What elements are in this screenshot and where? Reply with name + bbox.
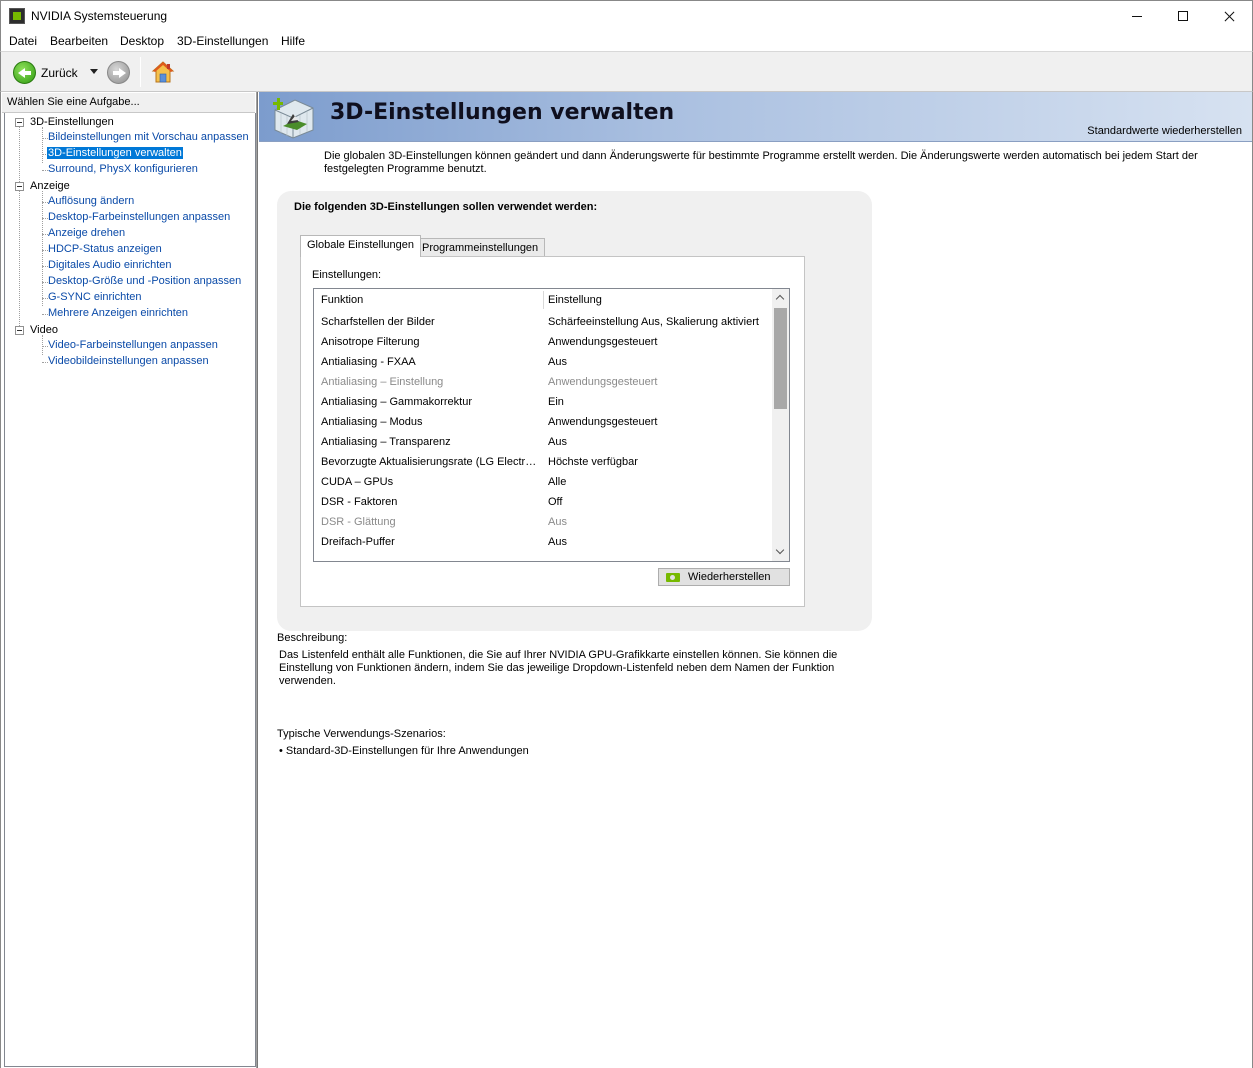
list-scrollbar[interactable] [772, 289, 789, 561]
row-function: Dreifach-Puffer [321, 536, 395, 548]
menu-bar [0, 31, 1253, 51]
collapse-3d-einstellungen-icon[interactable] [15, 118, 24, 127]
row-setting[interactable]: Anwendungsgesteuert [548, 336, 658, 348]
category-video[interactable]: Video [30, 324, 58, 336]
sidebar-item-desktop-farbe[interactable]: Desktop-Farbeinstellungen anpassen [48, 211, 231, 223]
settings-row[interactable] [314, 353, 773, 373]
collapse-video-icon[interactable] [15, 326, 24, 335]
settings-row[interactable] [314, 413, 773, 433]
row-setting[interactable]: Anwendungsgesteuert [548, 376, 658, 388]
menu-desktop[interactable]: Desktop [120, 34, 165, 48]
row-function: Antialiasing – Einstellung [321, 376, 444, 388]
toolbar-separator [140, 57, 141, 87]
settings-row[interactable] [314, 493, 773, 513]
row-function: Antialiasing - FXAA [321, 356, 416, 368]
back-history-dropdown-icon[interactable] [90, 69, 98, 74]
close-button[interactable] [1206, 1, 1252, 31]
column-header-funktion[interactable]: Funktion [321, 294, 364, 306]
menu-datei[interactable]: Datei [9, 34, 38, 48]
settings-row[interactable] [314, 533, 773, 553]
description-text: Das Listenfeld enthält alle Funktionen, die Sie auf Ihrer NVIDIA GPU-Grafikkarte einstellen können. Sie können die Einstellung von Funktionen ändern, indem Sie das jeweilige Dropdown-Listenfeld neben dem Namen der Funktion verwenden. [279, 649, 838, 687]
card-title: Die folgenden 3D-Einstellungen sollen verwendet werden: [294, 201, 598, 213]
page-title: 3D-Einstellungen verwalten [330, 100, 675, 125]
settings-row[interactable] [314, 513, 773, 533]
sidebar-item-hdcp[interactable]: HDCP-Status anzeigen [48, 243, 162, 255]
task-tree [4, 113, 256, 1067]
row-function: CUDA – GPUs [321, 476, 394, 488]
app-icon [9, 8, 25, 24]
settings-row[interactable] [314, 373, 773, 393]
sidebar-item-bildeinstellungen[interactable]: Bildeinstellungen mit Vorschau anpassen [48, 131, 249, 143]
row-setting[interactable]: Anwendungsgesteuert [548, 416, 658, 428]
row-function: Scharfstellen der Bilder [321, 316, 435, 328]
row-setting[interactable]: Ein [548, 396, 564, 408]
page-intro: Die globalen 3D-Einstellungen können geändert und dann Änderungswerte für bestimmte Programme erstellt werden. Die Änderungswerte werden automatisch bei jedem Start der festgelegten Programme benutzt. [324, 150, 1198, 175]
description-label: Beschreibung: [277, 632, 348, 644]
back-button[interactable]: Zurück [41, 66, 78, 80]
row-setting[interactable]: Aus [548, 536, 567, 548]
settings-row[interactable] [314, 333, 773, 353]
collapse-anzeige-icon[interactable] [15, 182, 24, 191]
sidebar-item-digitales-audio[interactable]: Digitales Audio einrichten [48, 259, 172, 271]
task-sidebar [0, 92, 257, 1068]
settings-row[interactable] [314, 473, 773, 493]
maximize-icon [1178, 11, 1188, 21]
row-function: Antialiasing – Gammakorrektur [321, 396, 473, 408]
row-function: Antialiasing – Transparenz [321, 436, 451, 448]
3d-settings-icon [271, 96, 317, 140]
settings-row[interactable] [314, 393, 773, 413]
menu-3d-einstellungen[interactable]: 3D-Einstellungen [177, 34, 269, 48]
row-function: DSR - Glättung [321, 516, 396, 528]
toolbar [0, 51, 1253, 92]
settings-row[interactable] [314, 313, 773, 333]
page-banner [259, 92, 1252, 142]
sidebar-item-aufloesung[interactable]: Auflösung ändern [48, 195, 135, 207]
title-bar [0, 0, 1253, 31]
back-arrow-icon[interactable] [13, 61, 36, 84]
settings-label: Einstellungen: [312, 269, 382, 281]
sidebar-item-g-sync[interactable]: G-SYNC einrichten [48, 291, 142, 303]
list-header [314, 289, 773, 311]
sidebar-item-3d-einstellungen-verwalten[interactable]: 3D-Einstellungen verwalten [48, 147, 182, 159]
sidebar-item-anzeige-drehen[interactable]: Anzeige drehen [48, 227, 126, 239]
tab-globale-einstellungen[interactable]: Globale Einstellungen [300, 235, 421, 257]
row-setting[interactable]: Off [548, 496, 563, 508]
maximize-button[interactable] [1160, 1, 1206, 31]
category-anzeige[interactable]: Anzeige [30, 180, 70, 192]
settings-card [277, 191, 872, 631]
scroll-up-icon[interactable] [772, 289, 789, 306]
forward-arrow-icon[interactable] [107, 61, 130, 84]
settings-list[interactable] [313, 288, 790, 562]
sidebar-item-mehrere-anzeigen[interactable]: Mehrere Anzeigen einrichten [48, 307, 189, 319]
wiederherstellen-label: Wiederherstellen [688, 571, 771, 583]
row-function: DSR - Faktoren [321, 496, 398, 508]
sidebar-item-surround-physx[interactable]: Surround, PhysX konfigurieren [48, 163, 198, 175]
row-setting[interactable]: Aus [548, 356, 567, 368]
row-setting[interactable]: Schärfeeinstellung Aus, Skalierung aktiviert [548, 316, 759, 328]
minimize-icon [1132, 16, 1142, 17]
sidebar-item-videobild[interactable]: Videobildeinstellungen anpassen [48, 355, 209, 367]
row-setting[interactable]: Aus [548, 516, 567, 528]
row-function: Antialiasing – Modus [321, 416, 423, 428]
home-icon[interactable] [151, 60, 175, 84]
category-3d-einstellungen[interactable]: 3D-Einstellungen [30, 116, 114, 128]
settings-row[interactable] [314, 453, 773, 473]
column-header-einstellung[interactable]: Einstellung [548, 294, 602, 306]
tab-programmeinstellungen[interactable]: Programmeinstellungen [415, 238, 545, 257]
row-setting[interactable]: Höchste verfügbar [548, 456, 638, 468]
window-title: NVIDIA Systemsteuerung [31, 9, 168, 23]
row-setting[interactable]: Aus [548, 436, 567, 448]
restore-defaults-link[interactable]: Standardwerte wiederherstellen [1087, 125, 1242, 137]
minimize-button[interactable] [1114, 1, 1160, 31]
nvidia-logo-icon [666, 573, 680, 582]
row-function: Anisotrope Filterung [321, 336, 420, 348]
sidebar-item-desktop-groesse[interactable]: Desktop-Größe und -Position anpassen [48, 275, 242, 287]
scroll-thumb[interactable] [774, 308, 787, 409]
settings-row[interactable] [314, 433, 773, 453]
sidebar-item-video-farbe[interactable]: Video-Farbeinstellungen anpassen [48, 339, 218, 351]
content-panel [257, 92, 1253, 1068]
row-function: Bevorzugte Aktualisierungsrate (LG Electr… [321, 456, 537, 468]
scenario-item: • Standard-3D-Einstellungen für Ihre Anwendungen [279, 745, 529, 757]
row-setting[interactable]: Alle [548, 476, 567, 488]
scroll-down-icon[interactable] [772, 544, 789, 561]
task-header: Wählen Sie eine Aufgabe... [2, 93, 255, 113]
wiederherstellen-button[interactable] [658, 568, 790, 586]
menu-hilfe[interactable]: Hilfe [281, 34, 306, 48]
menu-bearbeiten[interactable]: Bearbeiten [50, 34, 109, 48]
tab-panel-global [300, 256, 805, 607]
scenarios-label: Typische Verwendungs-Szenarios: [277, 728, 446, 740]
